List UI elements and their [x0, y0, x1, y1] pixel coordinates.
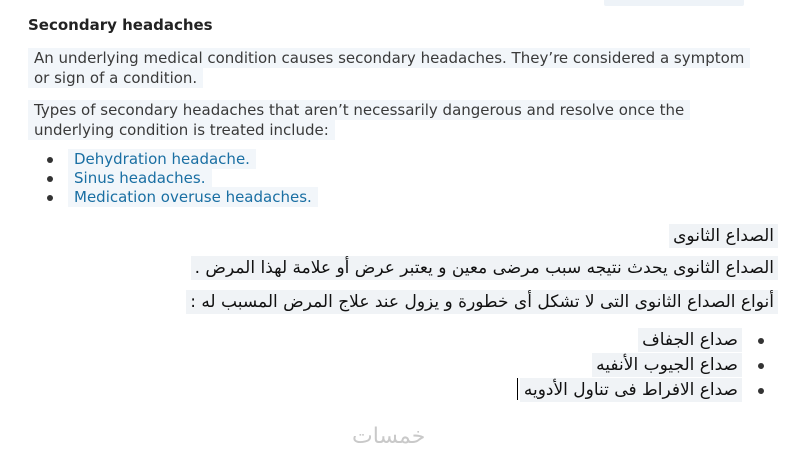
dehydration-headache-link[interactable]: Dehydration headache. [68, 149, 256, 169]
arabic-item-text[interactable]: صداع الافراط فى تناول الأدويه [520, 378, 742, 402]
english-link-list [28, 150, 748, 207]
english-section [28, 14, 748, 207]
arabic-paragraph-1-text[interactable]: الصداع الثانوى يحدث نتيجه سبب مرضى معين و يعتبر عرض أو علامة لهذا المرض . [191, 256, 778, 280]
arabic-item-text[interactable]: صداع الجفاف [638, 328, 742, 352]
bullet-icon [47, 176, 53, 182]
list-item [41, 188, 748, 207]
bullet-icon [758, 363, 764, 369]
text-cursor [517, 378, 518, 400]
bullet-icon [47, 157, 53, 163]
list-item[interactable] [18, 378, 768, 403]
list-item[interactable] [18, 353, 768, 378]
english-paragraph-1 [28, 48, 748, 88]
medication-overuse-headaches-link[interactable]: Medication overuse headaches. [68, 187, 318, 207]
clipped-highlight-top [604, 0, 744, 6]
list-item [41, 150, 748, 169]
arabic-heading-text[interactable]: الصداع الثانوى [669, 224, 778, 248]
english-heading: Secondary headaches [28, 16, 213, 34]
english-paragraph-2-text: Types of secondary headaches that aren’t necessarily dangerous and resolve once the underlying condition is treated include: [28, 100, 690, 140]
arabic-paragraph-1[interactable] [18, 256, 778, 280]
arabic-item-list [18, 328, 778, 403]
arabic-item-text[interactable]: صداع الجيوب الأنفيه [592, 353, 742, 377]
arabic-heading[interactable] [18, 224, 778, 248]
bullet-icon [758, 388, 764, 394]
watermark-logo: خمسات [352, 424, 426, 449]
sinus-headaches-link[interactable]: Sinus headaches. [68, 168, 212, 188]
arabic-paragraph-2[interactable] [18, 290, 778, 314]
english-paragraph-2 [28, 100, 748, 140]
english-paragraph-1-text: An underlying medical condition causes secondary headaches. They’re considered a symptom or sign of a condition. [28, 48, 750, 88]
bullet-icon [47, 195, 53, 201]
list-item [41, 169, 748, 188]
list-item[interactable] [18, 328, 768, 353]
arabic-paragraph-2-text[interactable]: أنواع الصداع الثانوى التى لا تشكل أى خطورة و يزول عند علاج المرض المسبب له : [186, 290, 778, 314]
arabic-editor-section[interactable] [18, 224, 778, 403]
bullet-icon [758, 338, 764, 344]
